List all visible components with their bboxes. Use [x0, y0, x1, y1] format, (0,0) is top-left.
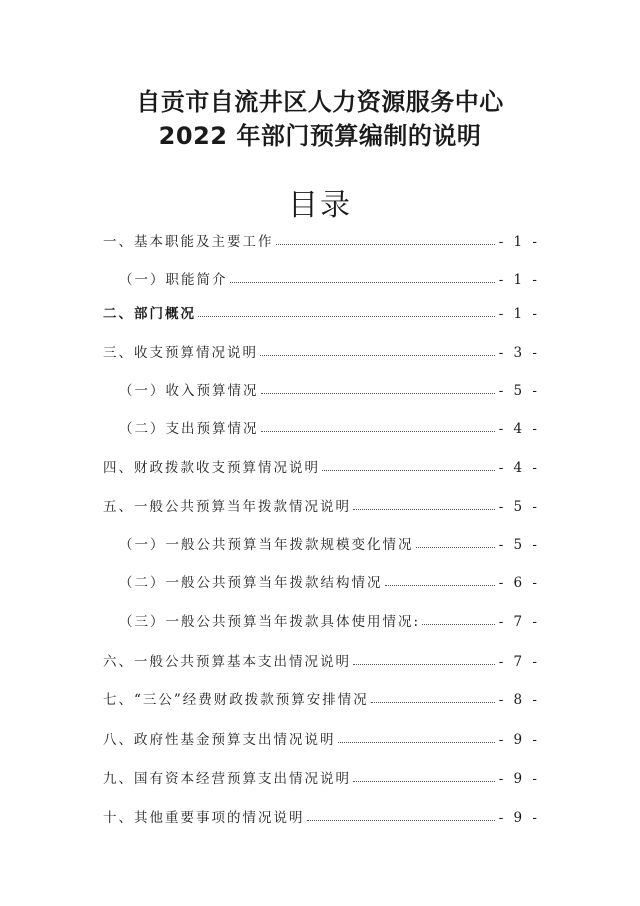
toc-entry-page: - 1 - [498, 306, 540, 322]
toc-dot-leader [322, 470, 495, 471]
toc-dot-leader [307, 820, 495, 821]
toc-entry[interactable] [103, 684, 540, 708]
toc-entry-page: - 6 - [498, 575, 540, 591]
toc-entry-label: 九、国有资本经营预算支出情况说明 [103, 771, 351, 787]
toc-entry-label: 七、“三公”经费财政拨款预算安排情况 [103, 692, 369, 708]
toc-entry-label: （一）一般公共预算当年拨款规模变化情况 [119, 537, 414, 553]
toc-entry[interactable] [119, 529, 540, 553]
toc-dot-leader [422, 624, 495, 625]
toc-entry[interactable] [119, 567, 540, 591]
toc-entry-label: 四、财政拨款收支预算情况说明 [103, 460, 320, 476]
toc-entry-page: - 7 - [498, 614, 540, 630]
toc-entry-page: - 4 - [498, 460, 540, 476]
toc-dot-leader [230, 282, 495, 283]
toc-entry[interactable] [103, 646, 540, 670]
toc-entry[interactable] [103, 337, 540, 361]
toc-entry[interactable] [119, 606, 540, 630]
toc-entry-page: - 5 - [498, 383, 540, 399]
toc-entry[interactable] [119, 413, 540, 437]
toc-dot-leader [261, 431, 495, 432]
toc-entry[interactable] [103, 763, 540, 787]
toc-dot-leader [353, 781, 495, 782]
document-title-line-1: 自贡市自流井区人力资源服务中心 [136, 88, 504, 116]
toc-entry-label: （三）一般公共预算当年拨款具体使用情况: [119, 614, 421, 630]
toc-entry-label: 八、政府性基金预算支出情况说明 [103, 732, 336, 748]
toc-dot-leader [416, 547, 495, 548]
toc-entry[interactable] [103, 724, 540, 748]
toc-entry[interactable] [103, 491, 540, 515]
toc-entry-page: - 7 - [498, 654, 540, 670]
toc-heading: 目录 [288, 188, 352, 223]
toc-entry[interactable] [103, 298, 540, 322]
toc-entry-label: 六、一般公共预算基本支出情况说明 [103, 654, 351, 670]
toc-entry-page: - 1 - [498, 234, 540, 250]
toc-entry-page: - 3 - [498, 345, 540, 361]
toc-dot-leader [198, 316, 495, 317]
document-title-line-2: 2022 年部门预算编制的说明 [158, 122, 482, 150]
toc-entry-label: （二）支出预算情况 [119, 421, 259, 437]
toc-entry-label: 二、部门概况 [103, 306, 196, 322]
toc-dot-leader [353, 664, 495, 665]
toc-entry-label: 三、收支预算情况说明 [103, 345, 258, 361]
toc-entry-page: - 5 - [498, 499, 540, 515]
toc-entry[interactable] [103, 226, 540, 250]
toc-entry-page: - 4 - [498, 421, 540, 437]
toc-entry-label: （一）职能简介 [119, 272, 228, 288]
toc-entry-page: - 1 - [498, 272, 540, 288]
toc-entry-page: - 9 - [498, 732, 540, 748]
toc-dot-leader [338, 742, 495, 743]
toc-dot-leader [276, 244, 495, 245]
toc-dot-leader [260, 355, 495, 356]
toc-entry-page: - 8 - [498, 692, 540, 708]
toc-dot-leader [353, 509, 495, 510]
toc-dot-leader [385, 585, 495, 586]
toc-entry-page: - 9 - [498, 810, 540, 826]
toc-dot-leader [261, 393, 495, 394]
toc-entry-label: （二）一般公共预算当年拨款结构情况 [119, 575, 383, 591]
toc-dot-leader [371, 702, 495, 703]
toc-entry-label: 五、一般公共预算当年拨款情况说明 [103, 499, 351, 515]
toc-entry-label: 一、基本职能及主要工作 [103, 234, 274, 250]
toc-entry-label: （一）收入预算情况 [119, 383, 259, 399]
toc-entry[interactable] [119, 375, 540, 399]
toc-entry[interactable] [103, 452, 540, 476]
toc-entry[interactable] [103, 802, 540, 826]
toc-entry-page: - 9 - [498, 771, 540, 787]
toc-entry-page: - 5 - [498, 537, 540, 553]
toc-entry[interactable] [119, 264, 540, 288]
toc-entry-label: 十、其他重要事项的情况说明 [103, 810, 305, 826]
